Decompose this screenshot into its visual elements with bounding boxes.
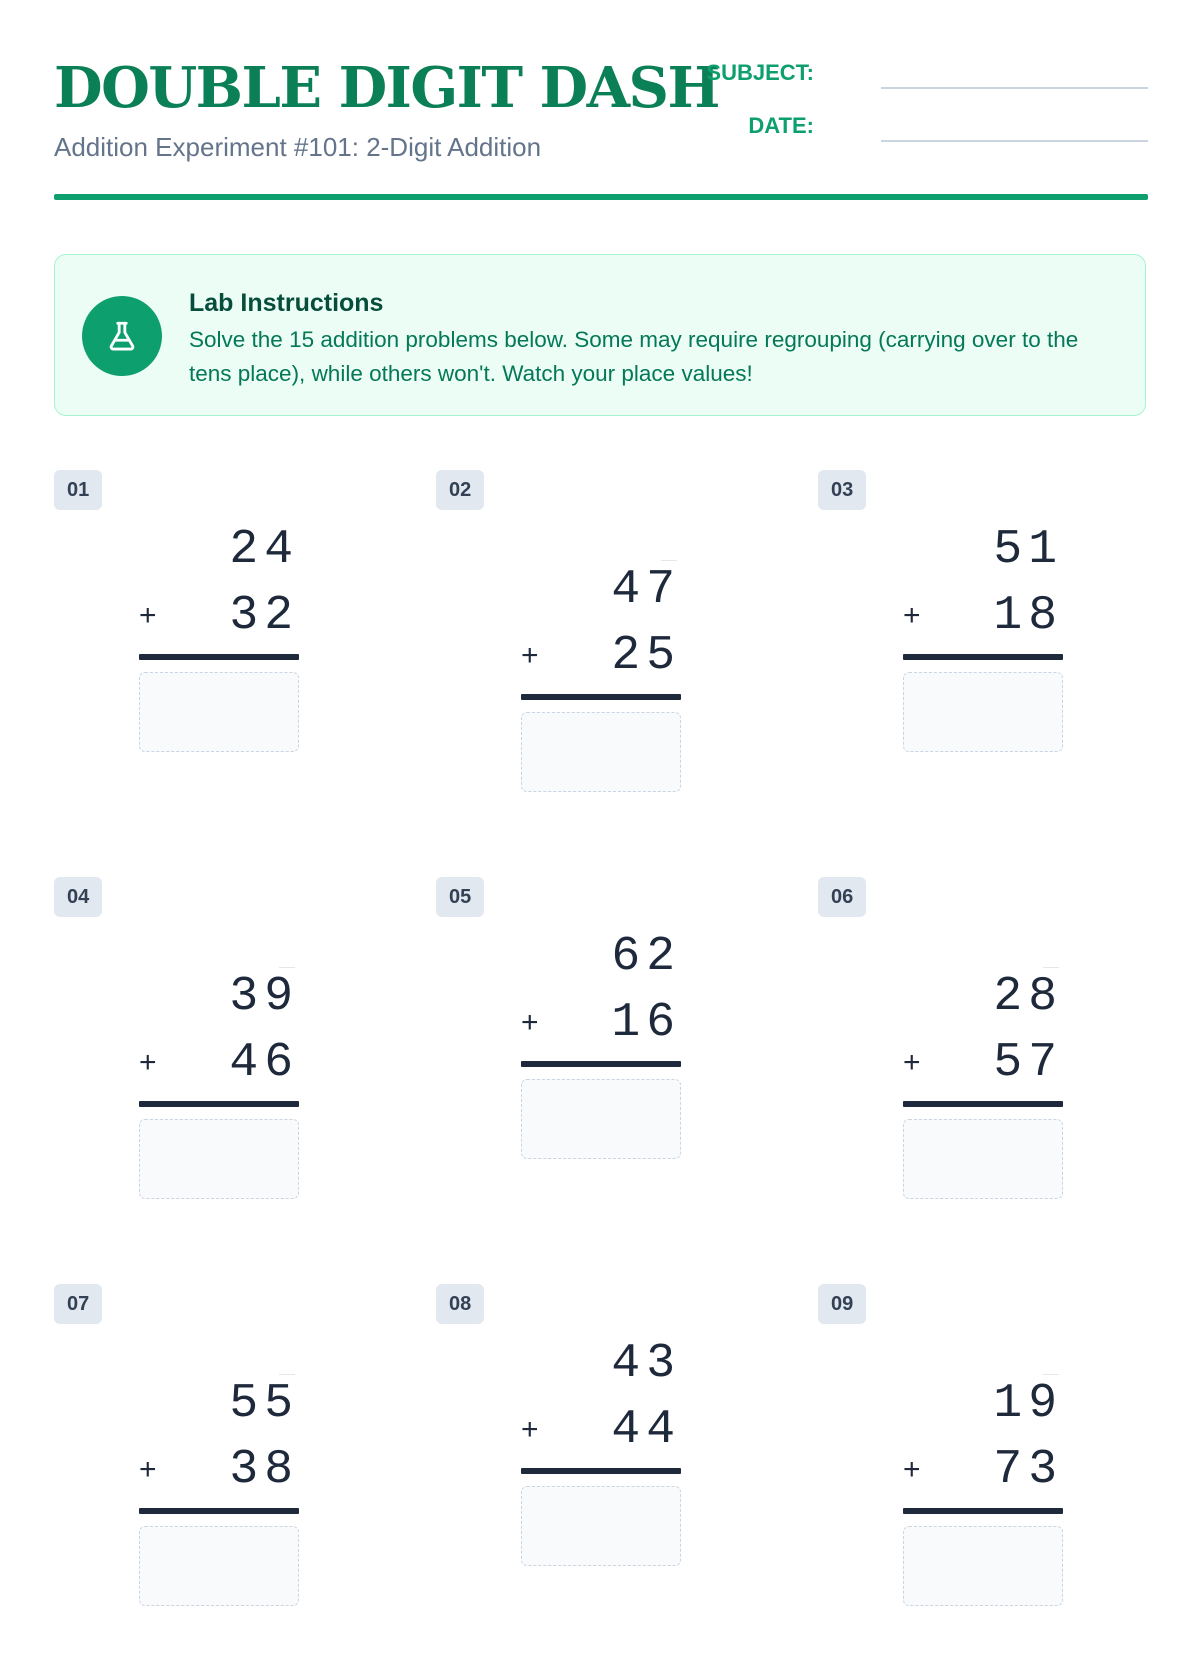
problem-item	[436, 1284, 766, 1664]
bottom-addend: 73	[993, 1443, 1063, 1497]
carry-space	[1043, 1374, 1059, 1375]
problem-item	[818, 1284, 1148, 1664]
plus-sign: +	[521, 1413, 539, 1446]
worksheet-title: DOUBLE DIGIT DASH	[54, 55, 719, 121]
plus-sign: +	[139, 1046, 157, 1079]
instructions-panel	[54, 254, 1146, 416]
header-divider	[54, 194, 1148, 200]
answer-box[interactable]	[139, 1526, 299, 1606]
problem-item	[818, 877, 1148, 1257]
problem-number-badge: 04	[54, 877, 102, 917]
subject-field[interactable]	[881, 87, 1148, 89]
answer-box[interactable]	[521, 1079, 681, 1159]
carry-space	[279, 1374, 295, 1375]
plus-sign: +	[903, 599, 921, 632]
sum-line	[139, 1101, 299, 1107]
top-addend: 47	[611, 563, 681, 617]
answer-box[interactable]	[139, 1119, 299, 1199]
worksheet-subtitle: Addition Experiment #101: 2-Digit Addition	[54, 132, 542, 162]
date-field[interactable]	[881, 140, 1148, 142]
plus-sign: +	[139, 1453, 157, 1486]
answer-box[interactable]	[521, 712, 681, 792]
subject-label: SUBJECT:	[706, 60, 814, 85]
bottom-addend: 38	[229, 1443, 299, 1497]
top-addend: 62	[611, 930, 681, 984]
sum-line	[521, 1468, 681, 1474]
answer-box[interactable]	[903, 1119, 1063, 1199]
sum-line	[139, 1508, 299, 1514]
bottom-addend: 18	[993, 589, 1063, 643]
plus-sign: +	[903, 1046, 921, 1079]
bottom-addend: 32	[229, 589, 299, 643]
problem-number-badge: 03	[818, 470, 866, 510]
top-addend: 51	[993, 523, 1063, 577]
top-addend: 19	[993, 1377, 1063, 1431]
top-addend: 24	[229, 523, 299, 577]
subject-row	[654, 56, 1148, 96]
sum-line	[903, 1101, 1063, 1107]
top-addend: 39	[229, 970, 299, 1024]
problem-number-badge: 07	[54, 1284, 102, 1324]
bottom-addend: 46	[229, 1036, 299, 1090]
problem-item	[54, 877, 384, 1257]
bottom-addend: 57	[993, 1036, 1063, 1090]
problem-number-badge: 08	[436, 1284, 484, 1324]
plus-sign: +	[521, 1006, 539, 1039]
carry-space	[1043, 967, 1059, 968]
sum-line	[521, 694, 681, 700]
plus-sign: +	[521, 639, 539, 672]
problem-item	[54, 470, 384, 850]
plus-sign: +	[139, 599, 157, 632]
bottom-addend: 25	[611, 629, 681, 683]
sum-line	[903, 654, 1063, 660]
problem-number-badge: 09	[818, 1284, 866, 1324]
problem-number-badge: 06	[818, 877, 866, 917]
sum-line	[903, 1508, 1063, 1514]
answer-box[interactable]	[903, 1526, 1063, 1606]
sum-line	[521, 1061, 681, 1067]
carry-space	[661, 560, 677, 561]
carry-space	[279, 967, 295, 968]
sum-line	[139, 654, 299, 660]
problem-number-badge: 05	[436, 877, 484, 917]
answer-box[interactable]	[139, 672, 299, 752]
problem-item	[818, 470, 1148, 850]
instructions-text: Solve the 15 addition problems below. Some may require regrouping (carrying over to the tens place), while others won't. Watch your place values!	[189, 327, 1079, 386]
bottom-addend: 16	[611, 996, 681, 1050]
plus-sign: +	[903, 1453, 921, 1486]
top-addend: 43	[611, 1337, 681, 1391]
bottom-addend: 44	[611, 1403, 681, 1457]
answer-box[interactable]	[521, 1486, 681, 1566]
problem-item	[436, 470, 766, 850]
date-label: DATE:	[748, 113, 814, 138]
worksheet-page	[54, 0, 1148, 1600]
top-addend: 28	[993, 970, 1063, 1024]
problem-number-badge: 02	[436, 470, 484, 510]
date-row	[654, 109, 1148, 149]
flask-icon	[82, 296, 162, 376]
problem-number-badge: 01	[54, 470, 102, 510]
problem-item	[54, 1284, 384, 1664]
problem-item	[436, 877, 766, 1257]
answer-box[interactable]	[903, 672, 1063, 752]
instructions-title: Lab Instructions	[189, 289, 384, 317]
top-addend: 55	[229, 1377, 299, 1431]
